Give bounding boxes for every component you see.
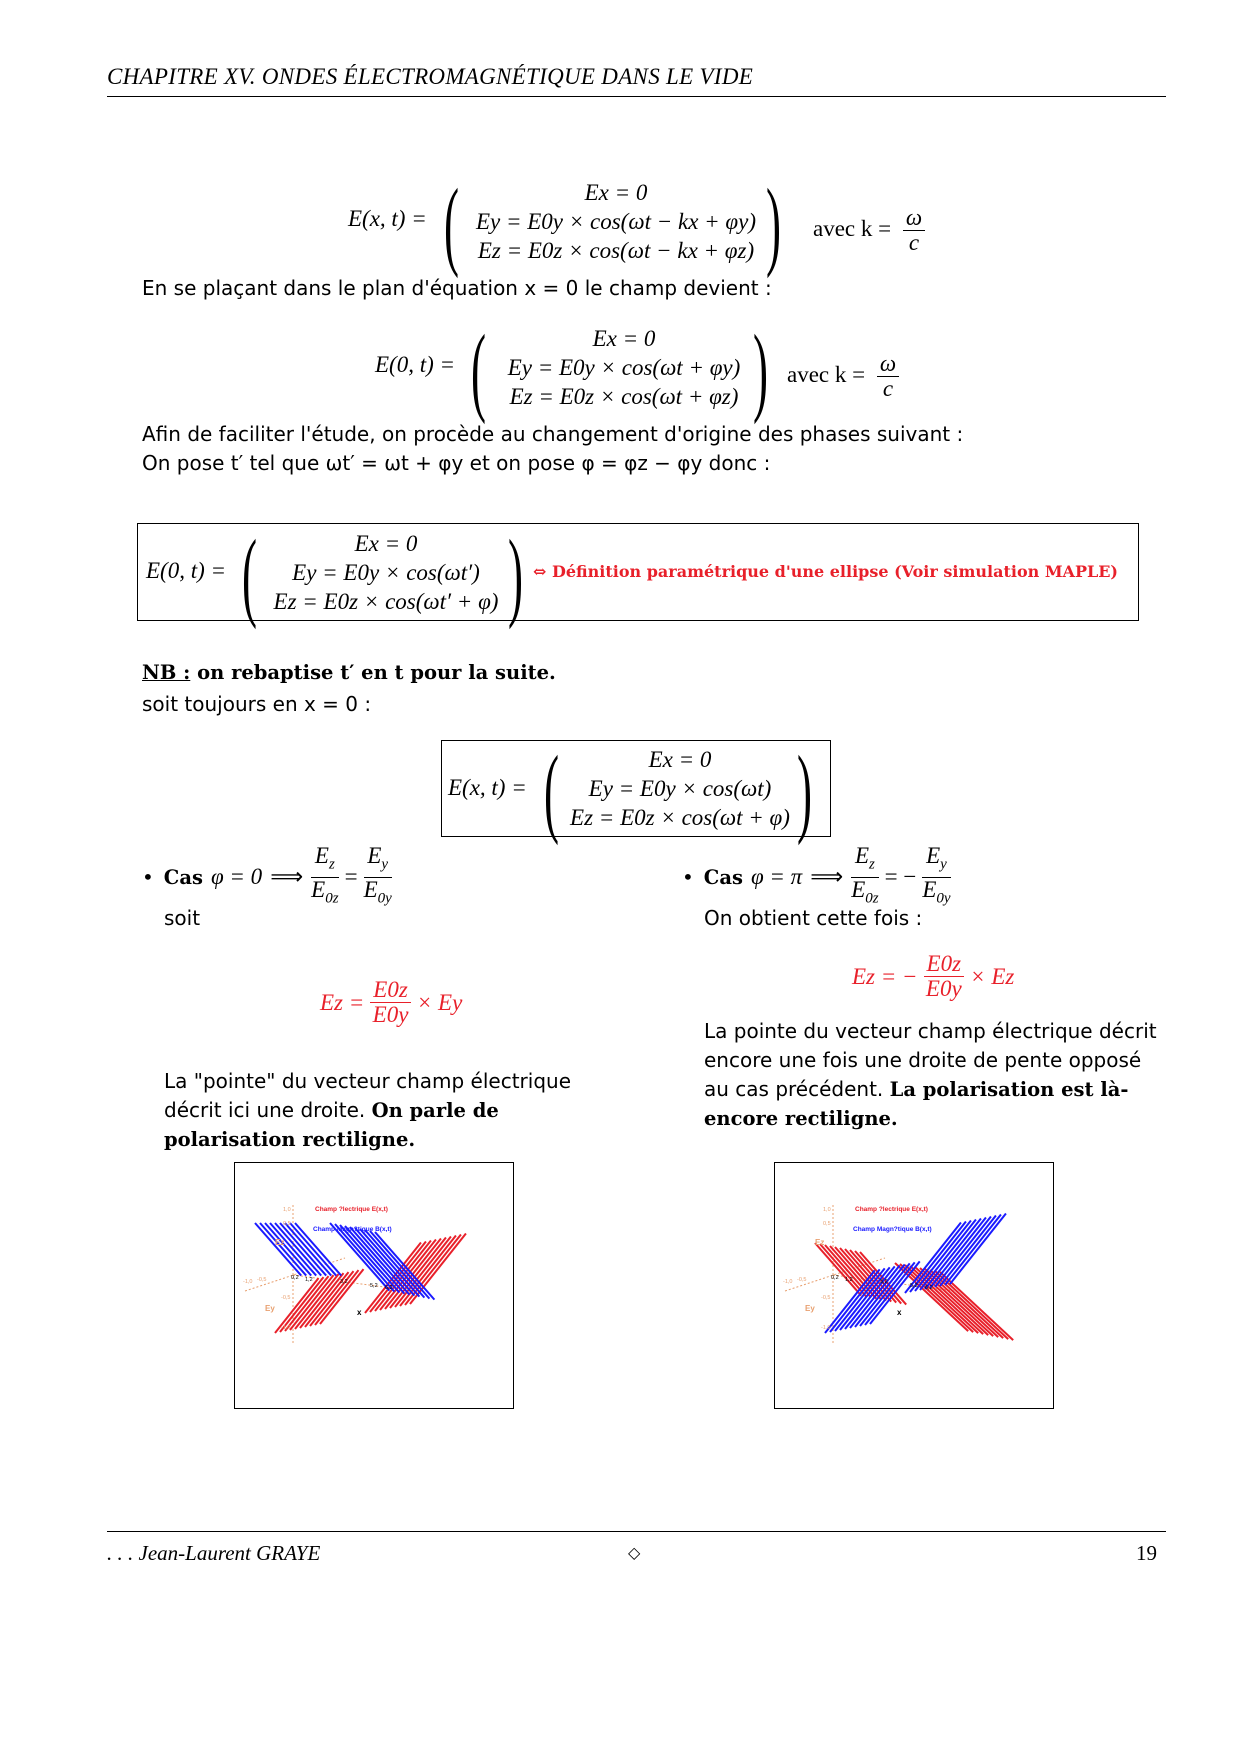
red-hatch-line [920,1268,993,1336]
left-result-num: E0z [370,978,411,1003]
tick-label: 1,0 [283,1207,291,1213]
left-case-label: Cas [163,865,203,889]
right-para-plain: La pointe du vecteur champ électrique décrit encore une fois une droite de pente opposé au cas précédent. [704,1019,1157,1101]
tick-label: -1,0 [281,1325,291,1331]
blue-hatch-line [925,1219,981,1289]
eq3-row-1: Ex = 0 [354,531,418,556]
right-result [852,952,1014,1001]
tick-label: -1,0 [821,1325,831,1331]
right-result-lhs: Ez = − [852,963,918,989]
eq1-frac-den: c [908,230,920,255]
header-rule [107,96,1166,97]
ellipse-note: ⇔ Définition paramétrique d'une ellipse (Voir simulation MAPLE) [533,562,1118,581]
eq1-row-3: Ez = E0z × cos(ωt − kx + φz) [477,238,755,263]
tick-label: -0,5 [797,1277,807,1283]
eq2-row-1: Ex = 0 [592,326,656,351]
right-ez-label: Ez [815,1238,825,1247]
eq1-frac-num: ω [903,206,925,231]
tick-label: 5,2 [370,1283,378,1289]
eq4-row-3: Ez = E0z × cos(ωt + φ) [570,805,790,830]
nb-line [142,661,556,684]
tick-label: 0,5 [283,1221,291,1227]
footer-diamond: ◇ [628,1543,641,1562]
paragraph-pose: On pose t′ tel que ωt′ = ωt + φy et on pose φ = φz − φy donc : [142,451,771,475]
eq1-row-2: Ey = E0y × cos(ωt − kx + φy) [475,209,757,234]
left-para-plain: La "pointe" du vecteur champ électrique décrit ici une droite. [164,1069,572,1122]
left-soit: soit [164,906,201,930]
tick-label: 6,2 [925,1285,933,1291]
right-result-num: E0z [924,952,965,977]
nb-text: on rebaptise t′ en t pour la suite. [197,661,556,684]
left-result-den: E0y [372,1002,409,1027]
eq4-row-1: Ex = 0 [648,747,712,772]
paragraph-soit-toujours: soit toujours en x = 0 : [142,692,372,716]
right-legend-e: Champ ?lectrique E(x,t) [855,1206,928,1213]
left-x-label: x [357,1308,362,1317]
tick-label: 5,2 [910,1283,918,1289]
running-header: CHAPITRE XV. ONDES ÉLECTROMAGNÉTIQUE DANS LE VIDE [107,64,754,89]
eq1-row-1: Ex = 0 [584,180,648,205]
tick-label: 1,2 [845,1277,853,1283]
red-hatch-line [905,1265,978,1333]
left-legend-b: Champ Magn?tique B(x,t) [313,1226,392,1233]
eq3-row-2: Ey = E0y × cos(ωt′) [292,560,480,585]
red-hatch-line [290,1275,334,1330]
left-para-bold: On parle de polarisation rectiligne. [164,1099,499,1151]
footer-rule [107,1531,1166,1532]
equation-4-box: E(x, t) = ( Ex = 0 Ey = E0y × cos(ωt) Ez = E0z × cos(ωt + φ) ) [441,740,831,837]
equation-2: E(0, t) = ( Ex = 0 Ey = E0y × cos(ωt + φy) Ez = E0z × cos(ωt + φz) ) avec k = $\frac{\omega}{c}$ [375,322,935,412]
eq4-lhs: E(x, t) = [448,775,527,800]
tick-label: 1,2 [305,1277,313,1283]
blue-hatch-line [945,1215,1001,1285]
left-ez-label: Ez [275,1238,285,1247]
eq2-lhs: E(0, t) = [375,352,456,377]
equation-3-box: E(0, t) = ( Ex = 0 Ey = E0y × cos(ωt′) Ez = E0z × cos(ωt′ + φ) ) ⇔ Définition paramétrique d'une ellipse (Voir simulation MAPLE) [137,523,1139,621]
eq1-aside: avec k = [813,215,892,241]
tick-label: 6,2 [385,1285,393,1291]
equation-1: E(x, t) = ( Ex = 0 Ey = E0y × cos(ωt − kx + φy) Ez = E0z × cos(ωt − kx + φz) ) avec k = $\frac{\omega}{c}$ [348,176,948,266]
figure-left [234,1162,514,1409]
eq2-row-2: Ey = E0y × cos(ωt + φy) [507,355,741,380]
blue-hatch-line [950,1214,1006,1284]
eq2-row-3: Ez = E0z × cos(ωt + φz) [509,384,739,409]
right-paragraph [704,1017,1166,1133]
nb-label: NB : [142,661,191,684]
left-ey-label: Ey [265,1304,275,1313]
tick-label: 3,2 [880,1279,888,1285]
tick-label: -1,0 [783,1279,793,1285]
tick-label: 1,0 [823,1207,831,1213]
figure-right [774,1162,1054,1409]
paragraph-plane: En se plaçant dans le plan d'équation x = 0 le champ devient : [142,276,772,300]
left-implies: ⟹ [270,864,304,889]
right-case-label: Cas [703,865,743,889]
left-result-lhs: Ez = [320,989,365,1015]
right-result-rhs: × Ez [970,963,1015,989]
page-number: 19 [1136,1541,1157,1565]
tick-label: -0,5 [281,1295,291,1301]
right-x-label: x [897,1308,902,1317]
right-result-den: E0y [925,976,962,1001]
tick-label: -0,5 [257,1277,267,1283]
eq4-row-2: Ey = E0y × cos(ωt) [588,776,772,801]
left-paragraph [164,1067,634,1154]
eq3-row-3: Ez = E0z × cos(ωt′ + φ) [273,589,499,614]
left-legend-e: Champ ?lectrique E(x,t) [315,1206,388,1213]
tick-label: -0,5 [821,1295,831,1301]
tick-label: 0,2 [291,1275,299,1281]
eq2-frac-num: ω [877,352,899,377]
tick-label: 3,2 [340,1279,348,1285]
right-case: • Cas φ = π ⟹ $\frac{E_z}{E_{0z}}$ = − $\frac{E_y}{E_{0y}}$ On obtient cette fois : [682,850,1182,930]
left-case-cond: φ = 0 [210,864,263,889]
tick-label: 0,2 [831,1275,839,1281]
right-case-cond: φ = π [750,864,803,889]
right-ey-label: Ey [805,1304,815,1313]
blue-hatch-line [940,1216,996,1286]
red-hatch-line [935,1271,1008,1339]
right-intro: On obtient cette fois : [704,906,923,930]
eq2-frac-den: c [882,376,894,401]
paragraph-phase-origin: Afin de faciliter l'étude, on procède au changement d'origine des phases suivant : [142,422,964,446]
left-result-rhs: × Ey [416,989,463,1015]
tick-label: 0,5 [823,1221,831,1227]
right-implies: ⟹ [810,864,844,889]
red-hatch-line [295,1274,339,1329]
eq2-aside: avec k = [787,361,866,387]
right-para-bold: La polarisation est là-encore rectiligne. [704,1078,1129,1130]
left-result [320,978,462,1027]
eq3-lhs: E(0, t) = [146,558,227,583]
figure-left-plot [235,1163,513,1408]
blue-hatch-line [930,1218,986,1288]
footer-author: . . . Jean-Laurent GRAYE [107,1541,321,1565]
red-hatch-line [410,1234,466,1304]
left-case: • Cas φ = 0 ⟹ $\frac{E_z}{E_{0z}}$ = $\frac{E_y}{E_{0y}}$ soit [142,850,642,930]
tick-label: -1,0 [243,1279,253,1285]
right-legend-b: Champ Magn?tique B(x,t) [853,1226,932,1233]
figure-right-plot [775,1163,1053,1408]
blue-hatch-line [935,1217,991,1287]
eq1-lhs: E(x, t) = [348,206,427,231]
